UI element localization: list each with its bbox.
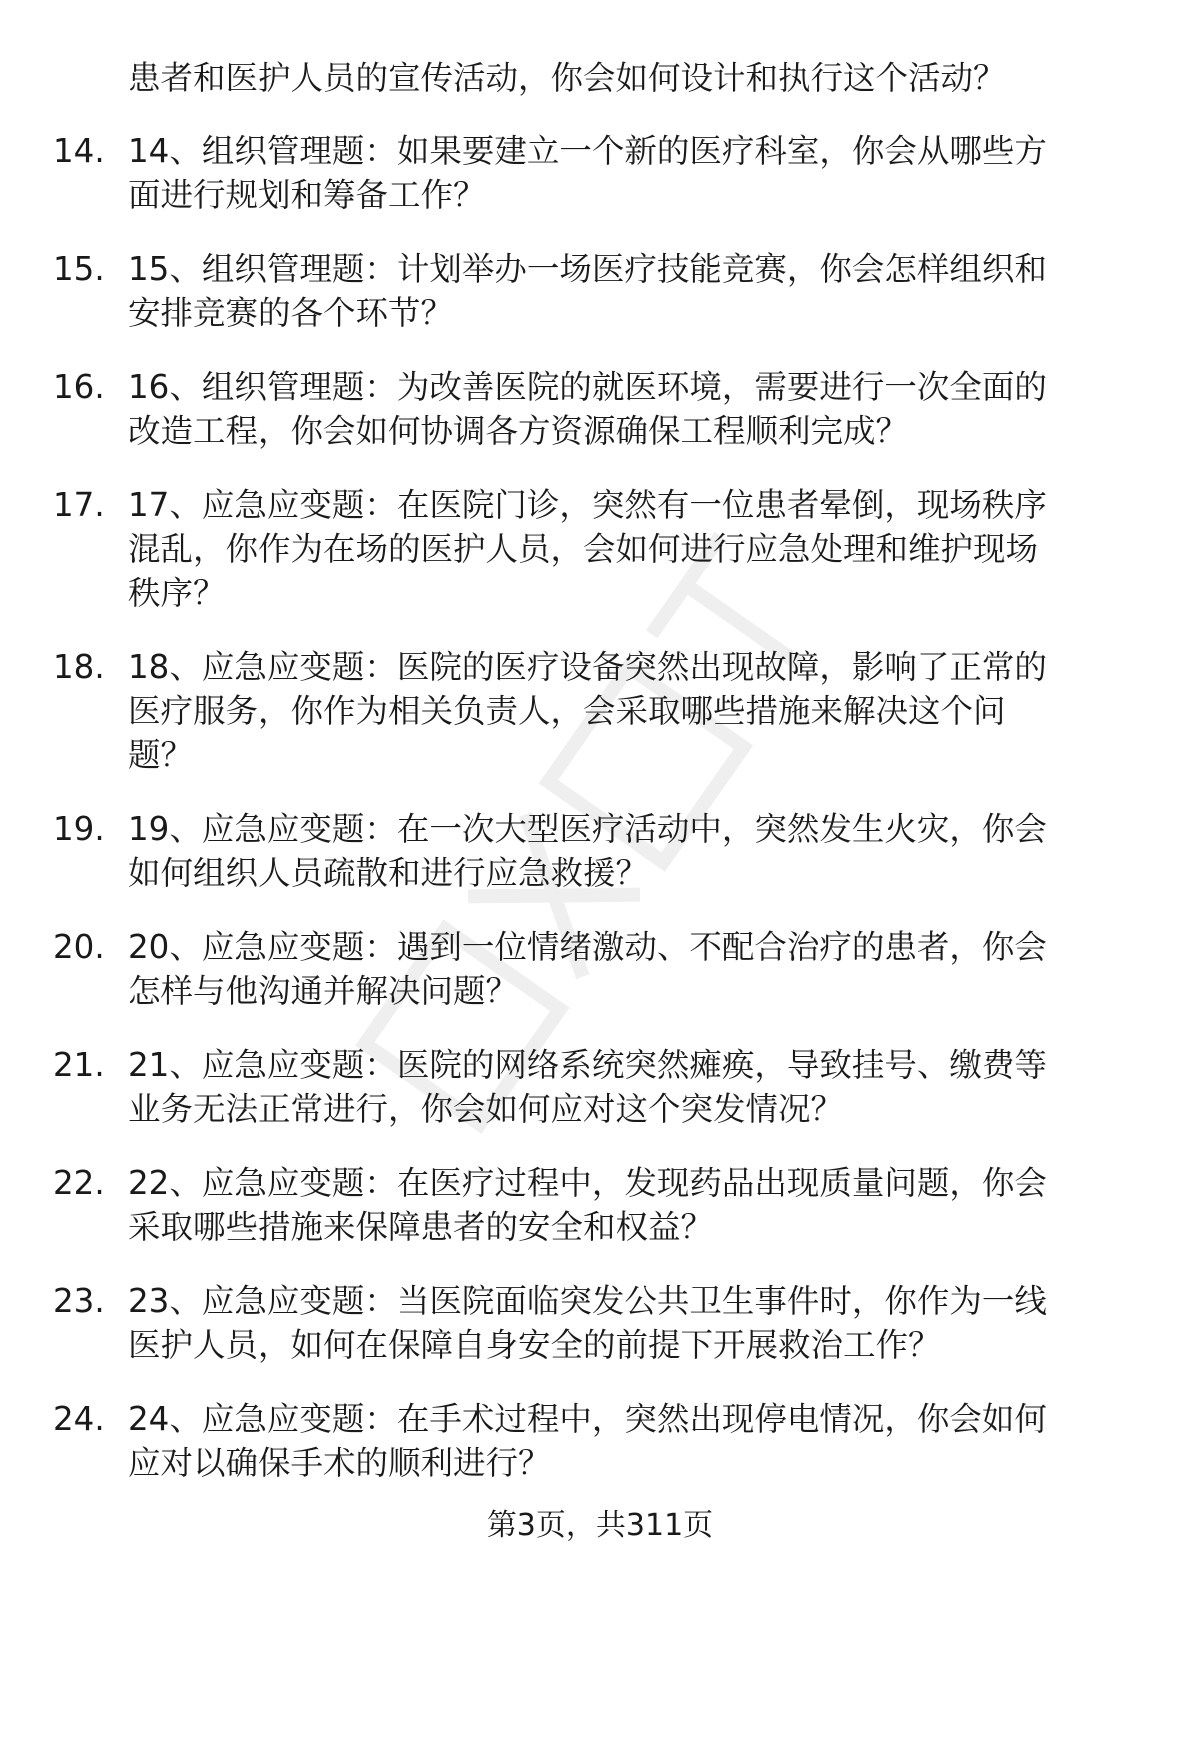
item-number: 16. bbox=[53, 368, 105, 406]
question-line: 14、组织管理题：如果要建立一个新的医疗科室，你会从哪些方 bbox=[128, 132, 1047, 170]
question-text bbox=[128, 1279, 1200, 1367]
item-number: 20. bbox=[53, 928, 105, 966]
question-list bbox=[0, 129, 1200, 1515]
question-text bbox=[128, 247, 1200, 335]
question-text bbox=[128, 483, 1200, 615]
item-number: 21. bbox=[53, 1046, 105, 1084]
question-line: 安排竞赛的各个环节？ bbox=[128, 294, 454, 332]
question-line: 如何组织人员疏散和进行应急救援？ bbox=[128, 854, 649, 892]
question-line: 采取哪些措施来保障患者的安全和权益？ bbox=[128, 1208, 714, 1246]
question-text bbox=[128, 365, 1200, 453]
item-number: 19. bbox=[53, 810, 105, 848]
list-item bbox=[0, 365, 1200, 453]
question-line: 医护人员，如何在保障自身安全的前提下开展救治工作？ bbox=[128, 1326, 941, 1364]
question-line: 20、应急应变题：遇到一位情绪激动、不配合治疗的患者，你会 bbox=[128, 928, 1047, 966]
question-line: 21、应急应变题：医院的网络系统突然瘫痪，导致挂号、缴费等 bbox=[128, 1046, 1047, 1084]
list-item bbox=[0, 483, 1200, 615]
question-line: 秩序？ bbox=[128, 574, 226, 612]
question-line: 业务无法正常进行，你会如何应对这个突发情况？ bbox=[128, 1090, 844, 1128]
question-line: 23、应急应变题：当医院面临突发公共卫生事件时，你作为一线 bbox=[128, 1282, 1047, 1320]
page-number: 第3页，共311页 bbox=[486, 1508, 714, 1543]
item-number: 14. bbox=[53, 132, 105, 170]
question-line: 18、应急应变题：医院的医疗设备突然出现故障，影响了正常的 bbox=[128, 648, 1047, 686]
question-line: 题？ bbox=[128, 736, 194, 774]
question-line: 19、应急应变题：在一次大型医疗活动中，突然发生火灾，你会 bbox=[128, 810, 1047, 848]
question-line: 15、组织管理题：计划举办一场医疗技能竞赛，你会怎样组织和 bbox=[128, 250, 1047, 288]
list-item bbox=[0, 1161, 1200, 1249]
question-text bbox=[128, 1161, 1200, 1249]
question-line: 应对以确保手术的顺利进行？ bbox=[128, 1444, 551, 1482]
question-line: 22、应急应变题：在医疗过程中，发现药品出现质量问题，你会 bbox=[128, 1164, 1047, 1202]
list-item bbox=[0, 1043, 1200, 1131]
list-item bbox=[0, 925, 1200, 1013]
question-text bbox=[128, 1397, 1200, 1485]
list-item bbox=[0, 645, 1200, 777]
list-item bbox=[0, 129, 1200, 217]
question-line: 混乱，你作为在场的医护人员，会如何进行应急处理和维护现场 bbox=[128, 530, 1039, 568]
item-number: 18. bbox=[53, 648, 105, 686]
question-text bbox=[128, 925, 1200, 1013]
question-text bbox=[128, 129, 1200, 217]
question-text bbox=[128, 1043, 1200, 1131]
item-number: 17. bbox=[53, 486, 105, 524]
item-number: 24. bbox=[53, 1400, 105, 1438]
question-line: 16、组织管理题：为改善医院的就医环境，需要进行一次全面的 bbox=[128, 368, 1047, 406]
item-number: 23. bbox=[53, 1282, 105, 1320]
list-item bbox=[0, 1397, 1200, 1485]
question-line: 面进行规划和筹备工作？ bbox=[128, 176, 486, 214]
question-line: 怎样与他沟通并解决问题？ bbox=[128, 972, 519, 1010]
list-item bbox=[0, 247, 1200, 335]
question-line: 医疗服务，你作为相关负责人，会采取哪些措施来解决这个问 bbox=[128, 692, 1006, 730]
question-text bbox=[128, 645, 1200, 777]
question-text bbox=[128, 807, 1200, 895]
item-number: 22. bbox=[53, 1164, 105, 1202]
continuation-text: 患者和医护人员的宣传活动，你会如何设计和执行这个活动？ bbox=[128, 59, 1006, 97]
question-line: 17、应急应变题：在医院门诊，突然有一位患者晕倒，现场秩序 bbox=[128, 486, 1047, 524]
list-item bbox=[0, 1279, 1200, 1367]
question-line: 改造工程，你会如何协调各方资源确保工程顺利完成？ bbox=[128, 412, 909, 450]
list-item bbox=[0, 807, 1200, 895]
question-line: 24、应急应变题：在手术过程中，突然出现停电情况，你会如何 bbox=[128, 1400, 1047, 1438]
item-number: 15. bbox=[53, 250, 105, 288]
